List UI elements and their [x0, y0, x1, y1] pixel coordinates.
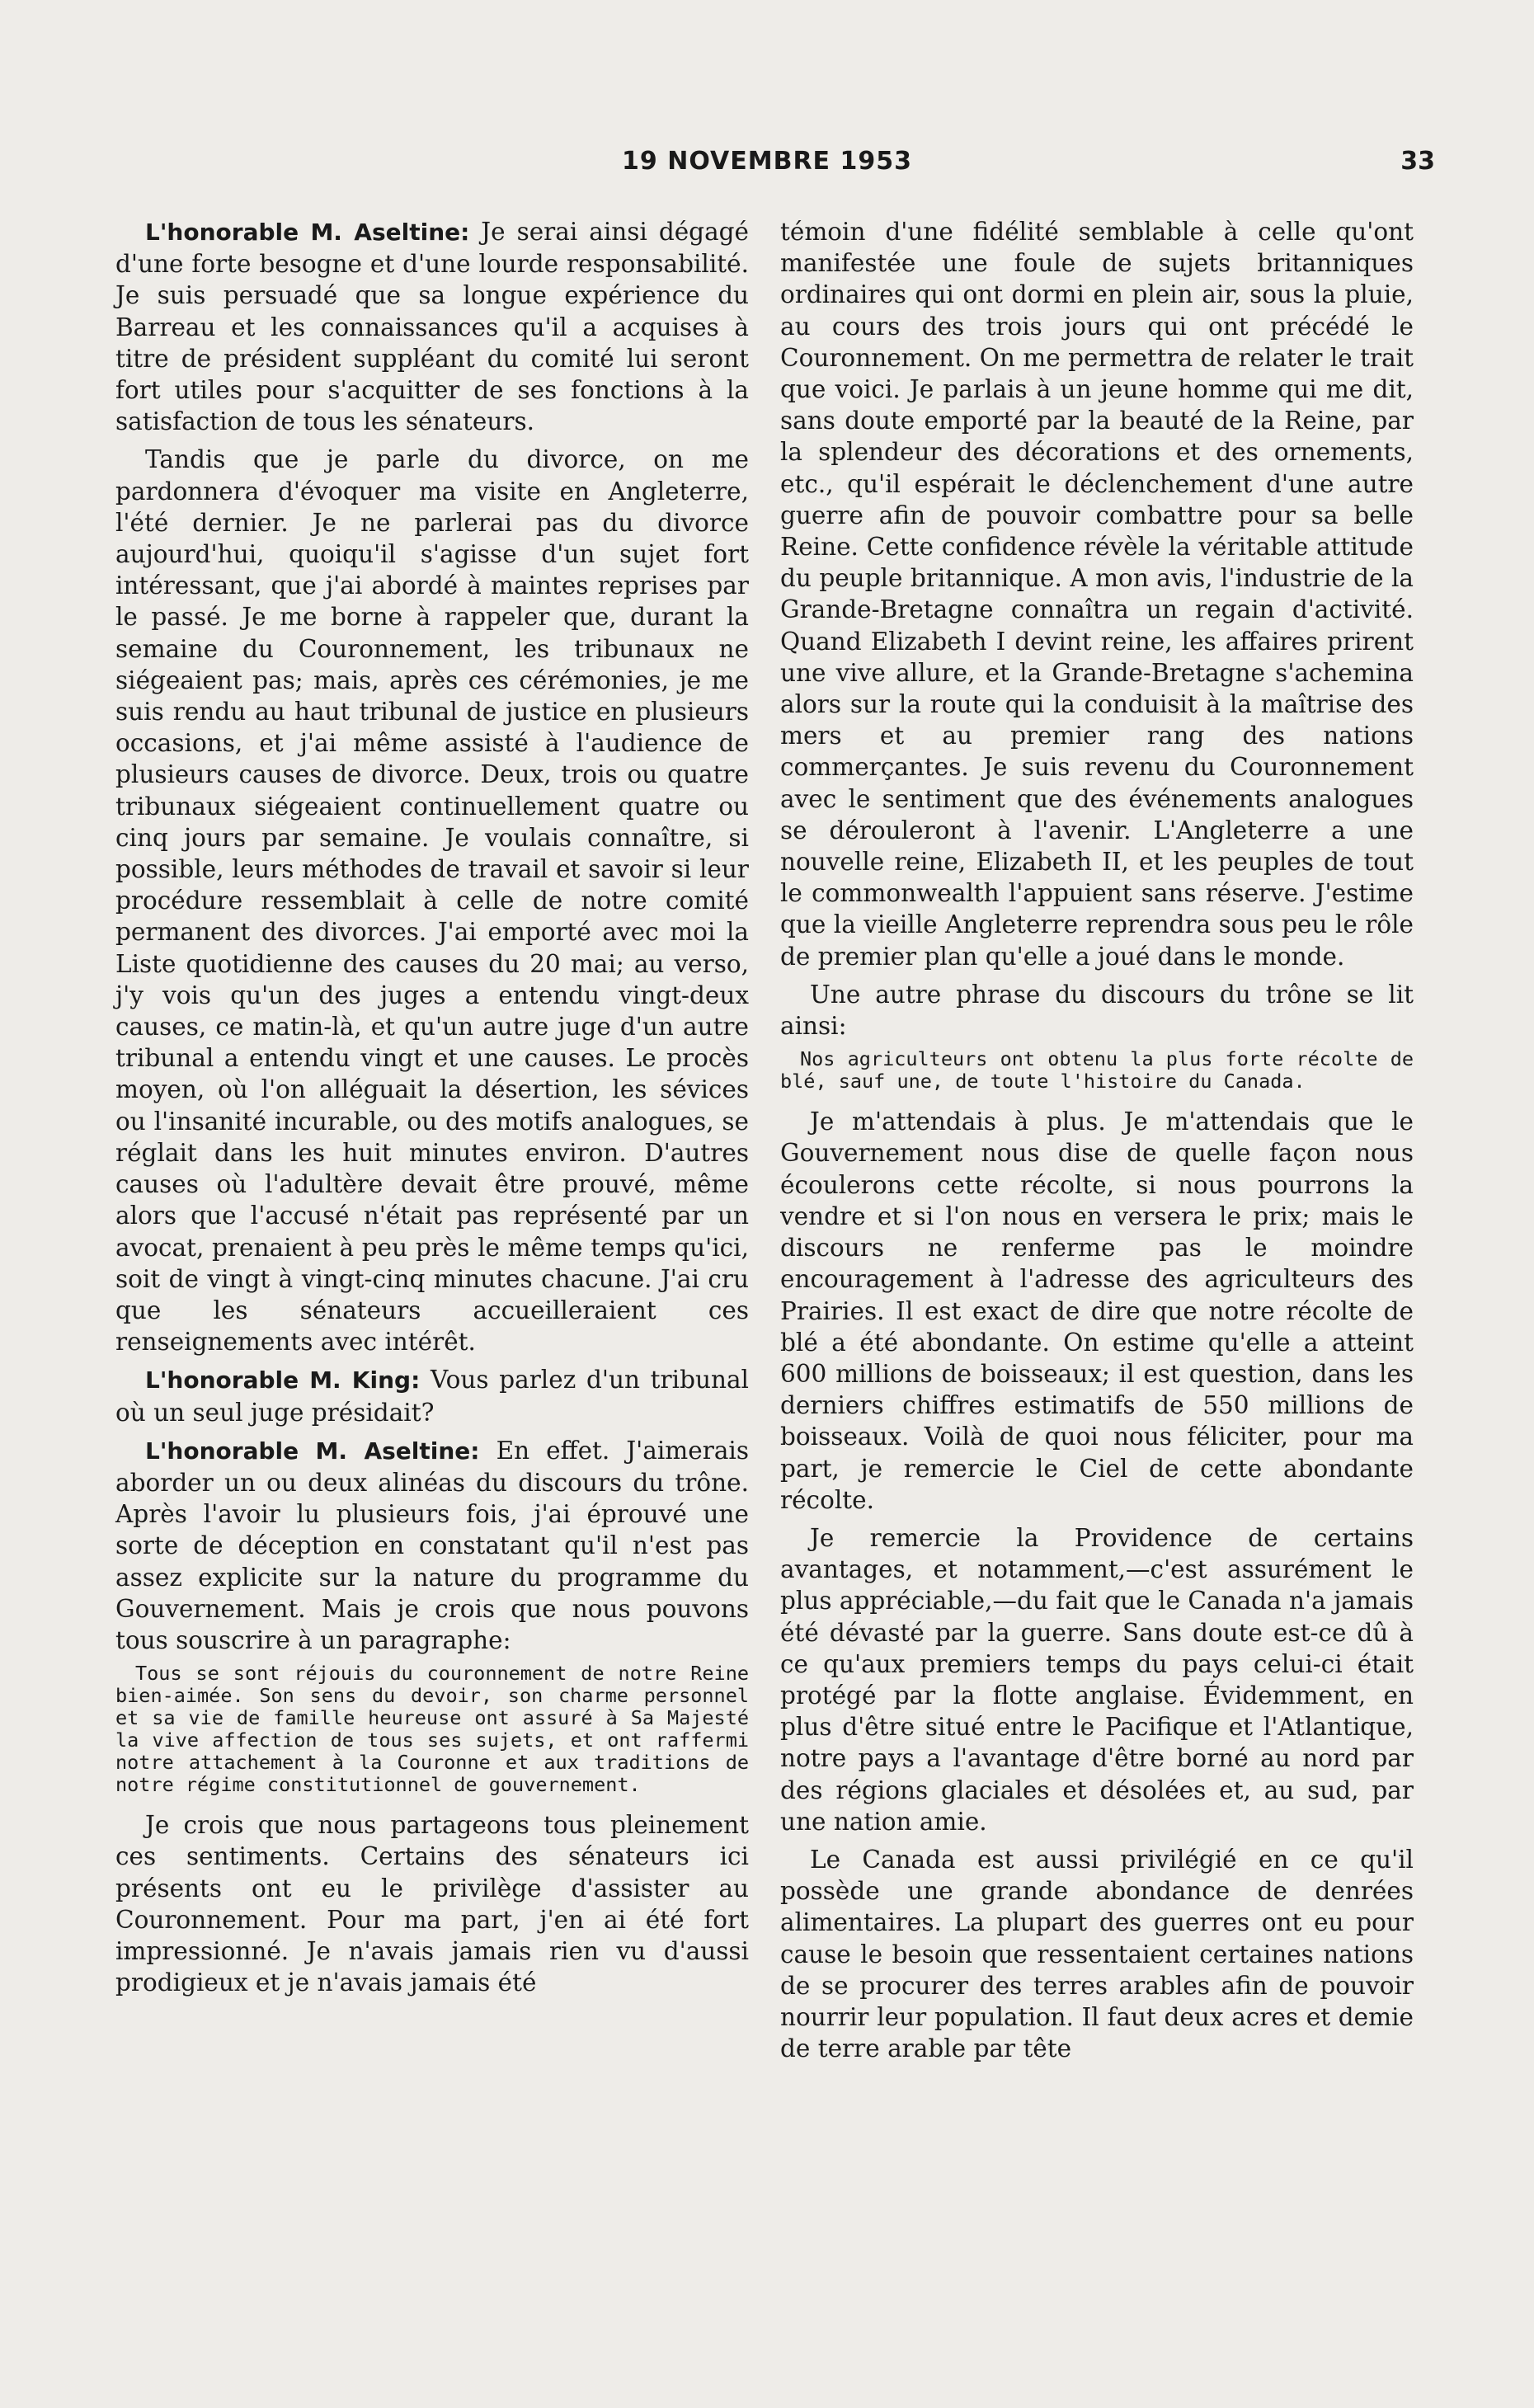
paragraph [115, 1435, 749, 1656]
paragraph: Une autre phrase du discours du trône se lit ainsi: [780, 980, 1414, 1041]
throne-speech-quote: Tous se sont réjouis du couronnement de notre Reine bien-aimée. Son sens du devoir, son charme personnel et sa vie de famille heureuse ont assuré à Sa Majesté la vive affection de tous ses sujets, et ont raffermi notre attachement à la Couronne et aux traditions de notre régime constitutionnel de gouvernement. [115, 1662, 749, 1797]
paragraph: témoin d'une fidélité semblable à celle qu'ont manifestée une foule de sujets britanniques ordinaires qui ont dormi en plein air, sous la pluie, au cours des trois jours qui ont précédé le Couronnement. On me permettra de relater le trait que voici. Je parlais à un jeune homme qui me dit, sans doute emporté par la beauté de la Reine, par la splendeur des décorations et des ornements, etc., qu'il espérait le déclenchement d'une autre guerre afin de pouvoir combattre pour sa belle Reine. Cette confidence révèle la véritable attitude du peuple britannique. A mon avis, l'industrie de la Grande-Bretagne connaîtra un regain d'activité. Quand Elizabeth I devint reine, les affaires prirent une vive allure, et la Grande-Bretagne s'achemina alors sur la route qui la conduisit à la maîtrise des mers et au premier rang des nations commerçantes. Je suis revenu du Couronnement avec le sentiment que des événements analogues se dérouleront à l'avenir. L'Angleterre a une nouvelle reine, Elizabeth II, et les peuples de tout le commonwealth l'appuient sans réserve. J'estime que la vieille Angleterre reprendra sous peu le rôle de premier plan qu'elle a joué dans le monde. [780, 218, 1414, 971]
paragraph [115, 1364, 749, 1427]
page-number: 33 [1400, 147, 1435, 176]
right-column [780, 216, 1414, 2071]
speaker-name: L'honorable M. King: [145, 1366, 421, 1394]
paragraph-text: Vous parlez d'un tribunal où un seul juge présidait? [115, 1366, 749, 1427]
speaker-name: L'honorable M. Aseltine: [145, 219, 470, 246]
paragraph: Je m'attendais à plus. Je m'attendais que le Gouvernement nous dise de quelle façon nous écoulerons cette récolte, si nous pourrons la vendre et si l'on nous en versera le prix; mais le discours ne renferme pas le moindre encouragement à l'adresse des agriculteurs des Prairies. Il est exact de dire que notre récolte de blé a été abondante. On estime qu'elle a atteint 600 millions de boisseaux; il est question, dans les derniers chiffres estimatifs de 550 millions de boisseaux. Voilà de quoi nous féliciter, pour ma part, je remercie le Ciel de cette abondante récolte. [780, 1108, 1414, 1514]
left-column [115, 216, 749, 2005]
paragraph: Tandis que je parle du divorce, on me pardonnera d'évoquer ma visite en Angleterre, l'été dernier. Je ne parlerai pas du divorce aujourd'hui, quoiqu'il s'agisse d'un sujet fort intéressant, que j'ai abordé à maintes reprises par le passé. Je me borne à rappeler que, durant la semaine du Couronnement, les tribunaux ne siégeaient pas; mais, après ces cérémonies, je me suis rendu au haut tribunal de justice en plusieurs occasions, et j'ai même assisté à l'audience de plusieurs causes de divorce. Deux, trois ou quatre tribunaux siégeaient continuellement quatre ou cinq jours par semaine. Je voulais connaître, si possible, leurs méthodes de travail et savoir si leur procédure ressemblait à celle de notre comité permanent des divorces. J'ai emporté avec moi la Liste quotidienne des causes du 20 mai; au verso, j'y vois qu'un des juges a entendu vingt-deux causes, ce matin-là, et qu'un autre juge d'un autre tribunal a entendu vingt et une causes. Le procès moyen, où l'on alléguait la désertion, les sévices ou l'insanité incurable, ou des motifs analogues, se réglait dans les huit minutes environ. D'autres causes où l'adultère devait être prouvé, même alors que l'accusé n'était pas représenté par un avocat, prenaient à peu près le même temps qu'ici, soit de vingt à vingt-cinq minutes chacune. J'ai cru que les sénateurs accueilleraient ces renseignements avec intérêt. [115, 445, 749, 1357]
paragraph-text: Je serai ainsi dégagé d'une forte besogne et d'une lourde responsabilité. Je suis persuadé que sa longue expérience du Barreau et les connaissances qu'il a acquises à titre de président suppléant du comité lui seront fort utiles pour s'acquitter de ses fonctions à la satisfaction de tous les sénateurs. [115, 218, 749, 436]
page-date-title: 19 NOVEMBRE 1953 [622, 147, 912, 176]
page-header [0, 147, 1534, 188]
throne-speech-quote: Nos agriculteurs ont obtenu la plus forte récolte de blé, sauf une, de toute l'histoire du Canada. [780, 1047, 1414, 1093]
paragraph-text: En effet. J'aimerais aborder un ou deux alinéas du discours du trône. Après l'avoir lu plusieurs fois, j'ai éprouvé une sorte de déception en constatant qu'il n'est pas assez explicite sur la nature du programme du Gouvernement. Mais je crois que nous pouvons tous souscrire à un paragraphe: [115, 1436, 749, 1654]
paragraph [115, 216, 749, 437]
paragraph: Le Canada est aussi privilégié en ce qu'il possède une grande abondance de denrées alimentaires. La plupart des guerres ont eu pour cause le besoin que ressentaient certaines nations de se procurer des terres arables afin de pouvoir nourrir leur population. Il faut deux acres et demie de terre arable par tête [780, 1845, 1414, 2063]
speaker-name: L'honorable M. Aseltine: [145, 1437, 480, 1465]
paragraph: Je remercie la Providence de certains avantages, et notamment,—c'est assurément le plus appréciable,—du fait que le Canada n'a jamais été dévasté par la guerre. Sans doute est-ce dû à ce qu'aux premiers temps du pays celui-ci était protégé par la flotte anglaise. Évidemment, en plus d'être situé entre le Pacifique et l'Atlantique, notre pays a l'avantage d'être borné au nord par des régions glaciales et désolées et, au sud, par une nation amie. [780, 1523, 1414, 1836]
paragraph: Je crois que nous partageons tous pleinement ces sentiments. Certains des sénateurs ici présents ont eu le privilège d'assister au Couronnement. Pour ma part, j'en ai été fort impressionné. Je n'avais jamais rien vu d'aussi prodigieux et je n'avais jamais été [115, 1811, 749, 1997]
